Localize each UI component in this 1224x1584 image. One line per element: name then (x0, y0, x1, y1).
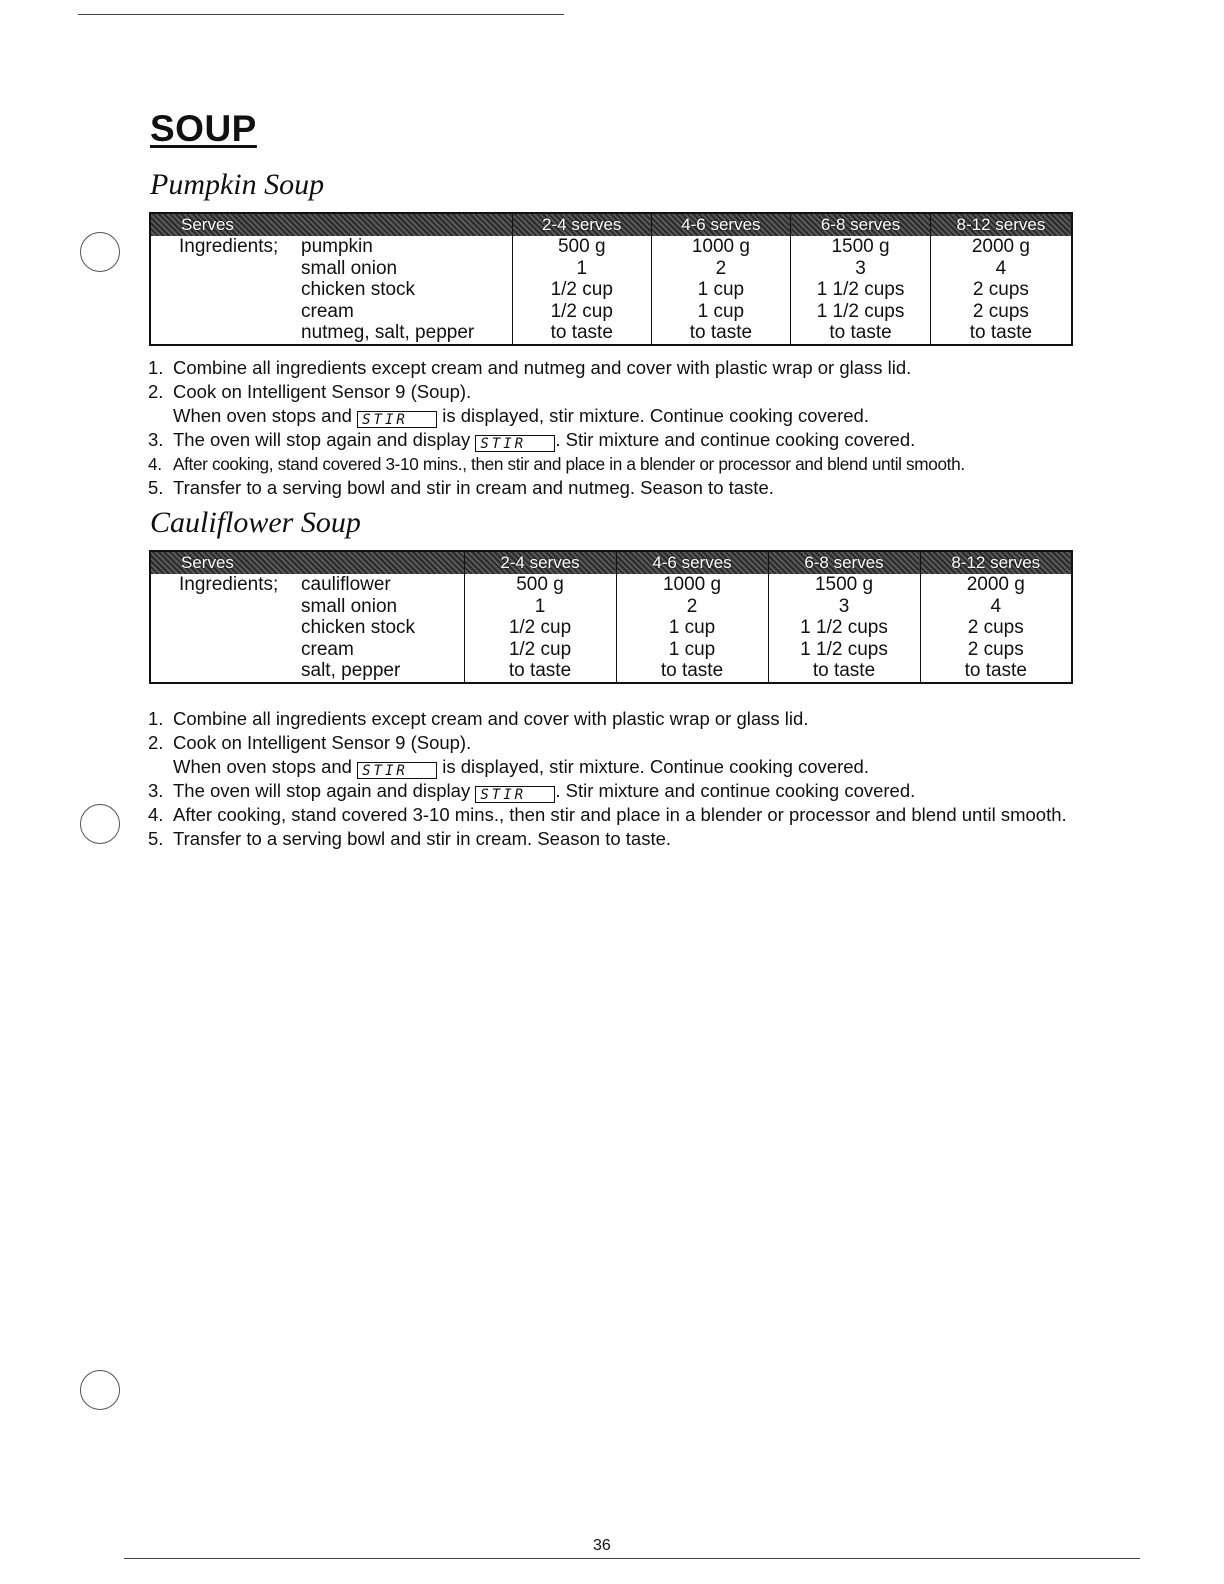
quantity: 500 g (557, 236, 606, 257)
page-number: 36 (593, 1537, 611, 1554)
header-2-4-serves: 2-4 serves (512, 213, 651, 236)
oven-display: STIR (475, 786, 555, 803)
quantity: 1 (576, 257, 588, 279)
header-4-6-serves: 4-6 serves (651, 213, 791, 236)
quantity-column-8-12 (920, 574, 1072, 683)
ingredients-cell (150, 236, 512, 345)
ingredients-label: Ingredients; (179, 236, 279, 257)
quantity: 2 cups (972, 279, 1029, 301)
step: 1. Combine all ingredients except cream and cover with plastic wrap or glass lid. (148, 708, 809, 729)
punch-hole-icon (80, 804, 120, 844)
ingredients-label: Ingredients; (179, 574, 279, 595)
quantity-column-6-8 (791, 236, 931, 345)
quantity: 1/2 cup (508, 638, 572, 660)
quantity: 1 1/2 cups (816, 300, 905, 322)
quantity-column-4-6 (616, 574, 768, 683)
quantity-column-2-4 (512, 236, 651, 345)
quantity: to taste (660, 660, 724, 682)
header-serves: Serves (150, 213, 512, 236)
quantity: to taste (550, 322, 613, 344)
step: 5. Transfer to a serving bowl and stir in cream and nutmeg. Season to taste. (148, 477, 774, 498)
bottom-rule (124, 1558, 1140, 1559)
header-6-8-serves: 6-8 serves (791, 213, 931, 236)
quantity: 2 (686, 595, 698, 617)
recipe-title-cauliflower: Cauliflower Soup (150, 506, 361, 539)
quantity: 1000 g (662, 574, 722, 595)
steps-list-pumpkin (148, 356, 1088, 500)
header-8-12-serves: 8-12 serves (930, 213, 1072, 236)
quantity: 1 1/2 cups (800, 617, 888, 639)
quantity: 2 (715, 257, 727, 279)
quantity-column-8-12 (930, 236, 1072, 345)
quantity: to taste (508, 660, 572, 682)
serves-table-cauliflower (149, 550, 1073, 684)
quantity: 1 cup (668, 638, 716, 660)
top-rule (78, 14, 564, 15)
step: 2. Cook on Intelligent Sensor 9 (Soup). (148, 381, 472, 402)
step: 4. After cooking, stand covered 3-10 mins., then stir and place in a blender or processor and blend until smooth. (148, 454, 965, 474)
quantity: 2000 g (966, 574, 1025, 595)
header-8-12-serves: 8-12 serves (920, 551, 1072, 574)
step: 2. Cook on Intelligent Sensor 9 (Soup). (148, 732, 472, 753)
quantity: 1500 g (814, 574, 874, 595)
quantity: 1 (534, 595, 546, 617)
oven-display: STIR (357, 762, 437, 779)
step: 4. After cooking, stand covered 3-10 mins., then stir and place in a blender or processor and blend until smooth. (148, 804, 1067, 825)
oven-display: STIR (475, 435, 555, 452)
quantity: 1/2 cup (550, 279, 613, 301)
oven-display: STIR (357, 411, 437, 428)
recipe-title-pumpkin: Pumpkin Soup (150, 168, 325, 201)
page-title: SOUP (150, 108, 257, 149)
punch-hole-icon (80, 232, 120, 272)
quantity-column-4-6 (651, 236, 791, 345)
quantity: 1 cup (697, 300, 745, 322)
steps-list-cauliflower (148, 707, 1088, 851)
quantity: to taste (964, 660, 1027, 682)
ingredient: chicken stock (301, 617, 416, 639)
ingredient: cream (301, 638, 354, 660)
quantity: 3 (855, 257, 866, 279)
quantity: 1500 g (831, 236, 890, 257)
quantity: 1 cup (668, 617, 716, 639)
ingredient: chicken stock (301, 279, 416, 301)
quantity: 2 cups (972, 300, 1029, 322)
quantity: 1/2 cup (550, 300, 613, 322)
quantity: to taste (812, 660, 876, 682)
ingredient: small onion (301, 595, 398, 617)
quantity: 4 (995, 257, 1007, 279)
step: 1. Combine all ingredients except cream and nutmeg and cover with plastic wrap or glass lid. (148, 357, 912, 378)
quantity-column-6-8 (768, 574, 920, 683)
ingredients-cell (150, 574, 464, 683)
quantity: to taste (829, 322, 892, 344)
serves-table-pumpkin (149, 212, 1073, 346)
quantity: 1 1/2 cups (816, 279, 905, 301)
quantity: 2 cups (967, 617, 1024, 639)
ingredient: small onion (301, 257, 398, 279)
quantity: 1/2 cup (508, 617, 572, 639)
quantity: 2 cups (967, 638, 1024, 660)
header-serves: Serves (150, 551, 464, 574)
header-2-4-serves: 2-4 serves (464, 551, 616, 574)
step: 3. The oven will stop again and display STIR . Stir mixture and continue cooking covered. (148, 780, 916, 803)
quantity: 4 (990, 595, 1002, 617)
ingredient: pumpkin (301, 236, 373, 257)
ingredient: salt, pepper (301, 660, 401, 682)
quantity: 500 g (516, 574, 564, 595)
quantity: to taste (689, 322, 753, 344)
step-continuation: When oven stops and STIR is displayed, stir mixture. Continue cooking covered. (173, 756, 869, 779)
quantity: to taste (969, 322, 1033, 344)
quantity: 1 1/2 cups (800, 638, 888, 660)
header-4-6-serves: 4-6 serves (616, 551, 768, 574)
quantity: 1 cup (697, 279, 745, 301)
ingredient: cauliflower (301, 574, 391, 595)
ingredient: nutmeg, salt, pepper (301, 322, 475, 344)
quantity: 2000 g (971, 236, 1030, 257)
step: 3. The oven will stop again and display STIR . Stir mixture and continue cooking covered. (148, 429, 916, 452)
step-continuation: When oven stops and STIR is displayed, stir mixture. Continue cooking covered. (173, 405, 869, 428)
punch-hole-icon (80, 1370, 120, 1410)
header-6-8-serves: 6-8 serves (768, 551, 920, 574)
quantity: 3 (838, 595, 850, 617)
ingredient: cream (301, 300, 354, 322)
quantity: 1000 g (691, 236, 750, 257)
quantity-column-2-4 (464, 574, 616, 683)
step: 5. Transfer to a serving bowl and stir in cream. Season to taste. (148, 828, 672, 849)
